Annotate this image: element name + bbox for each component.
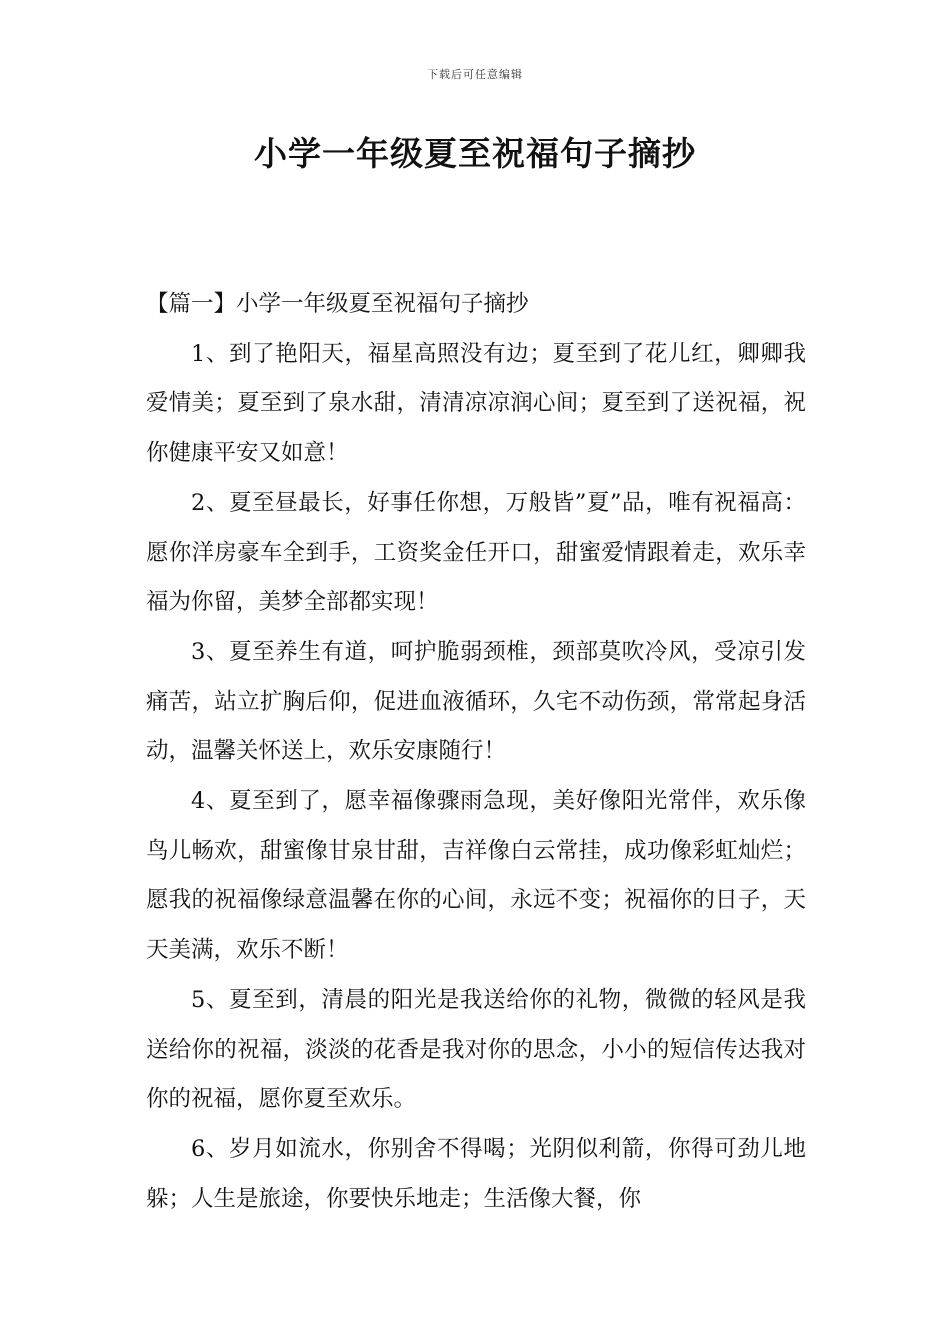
paragraph-6: 6、岁月如流水，你别舍不得喝；光阴似利箭，你得可劲儿地躲；人生是旅途，你要快乐地走；生活像大餐，你: [146, 1135, 806, 1212]
paragraph-2: 2、夏至昼最长，好事任你想，万般皆”夏”品，唯有祝福高：愿你洋房豪车全到手，工资奖金任开口，甜蜜爱情跟着走，欢乐幸福为你留，美梦全部都实现！: [146, 489, 806, 616]
document-title: 小学一年级夏至祝福句子摘抄: [254, 134, 696, 173]
header-note: 下载后可任意编辑: [427, 68, 523, 81]
paragraph-5: 5、夏至到，清晨的阳光是我送给你的礼物，微微的轻风是我送给你的祝福，淡淡的花香是我对你的思念，小小的短信传达我对你的祝福，愿你夏至欢乐。: [146, 986, 806, 1113]
paragraph-4: 4、夏至到了，愿幸福像骤雨急现，美好像阳光常伴，欢乐像鸟儿畅欢，甜蜜像甘泉甘甜，吉祥像白云常挂，成功像彩虹灿烂；愿我的祝福像绿意温馨在你的心间，永远不变；祝福你的日子，天天美满，欢乐不断！: [146, 788, 806, 964]
section-heading: 【篇一】小学一年级夏至祝福句子摘抄: [146, 291, 529, 317]
document-body: [146, 280, 806, 1224]
paragraph-3: 3、夏至养生有道，呵护脆弱颈椎，颈部莫吹冷风，受凉引发痛苦，站立扩胸后仰，促进血液循环，久宅不动伤颈，常常起身活动，温馨关怀送上，欢乐安康随行！: [146, 638, 806, 765]
paragraph-1: 1、到了艳阳天，福星高照没有边；夏至到了花儿红，卿卿我爱情美；夏至到了泉水甜，清清凉凉润心间；夏至到了送祝福，祝你健康平安又如意！: [146, 340, 806, 467]
